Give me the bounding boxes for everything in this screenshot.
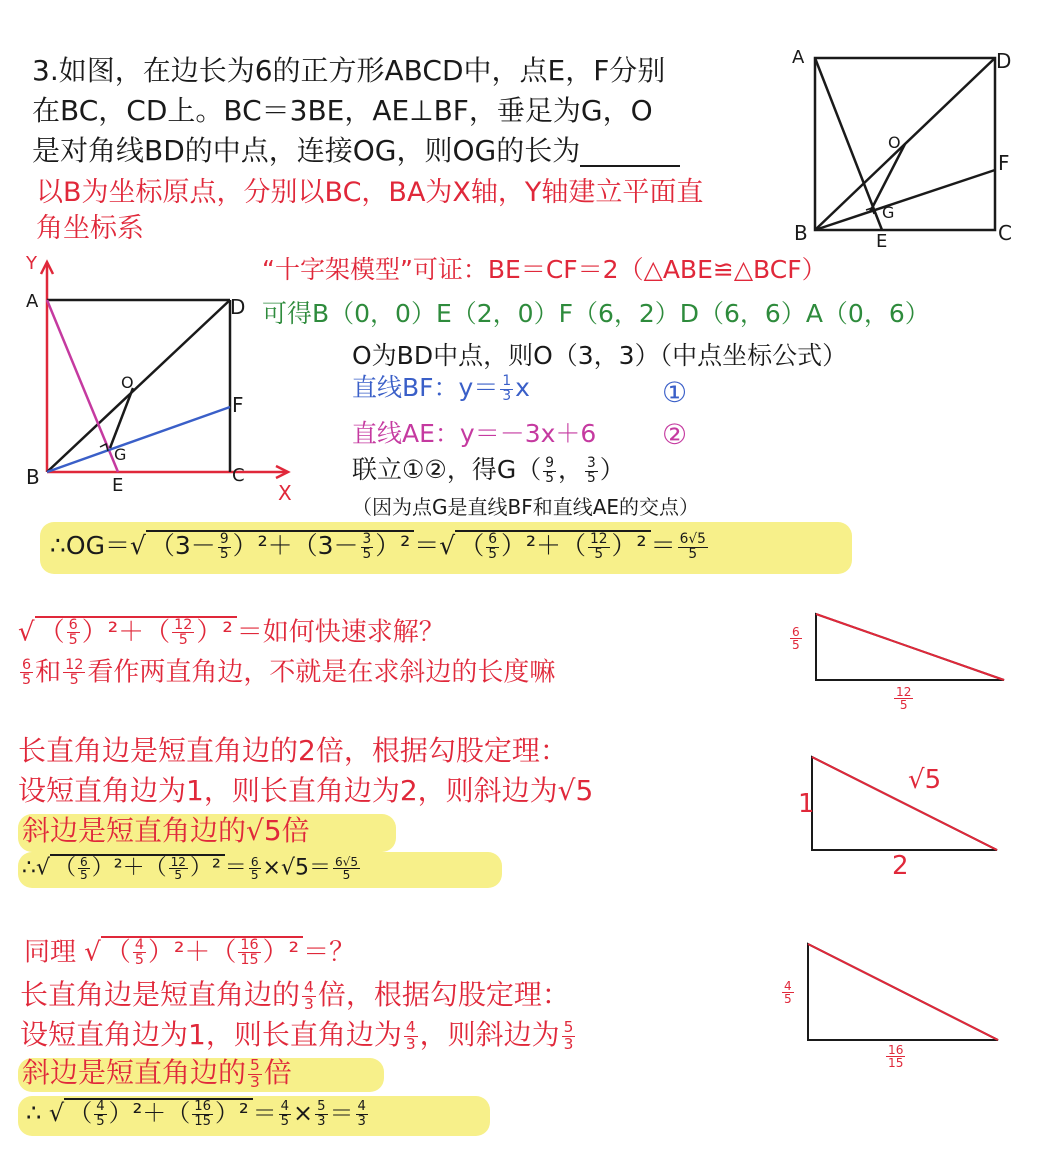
g-y-num: 3 — [586, 454, 596, 471]
tri3-leg-frac — [782, 980, 794, 1005]
og-result-den: 5 — [688, 545, 698, 562]
bf-x: x — [515, 373, 530, 402]
fig-top-label-c: C — [998, 221, 1012, 245]
sec4-q-f1-den: 5 — [134, 952, 144, 969]
sec4-l2-f-den: 3 — [304, 994, 314, 1013]
sec4-l3-f1-num: 4 — [405, 1018, 416, 1037]
sec2-p2: ）²＋（ — [81, 617, 171, 648]
og-f4-num: 12 — [590, 530, 608, 547]
tri3-base-frac — [886, 1044, 905, 1069]
sec4-q-p3: ）² — [262, 937, 300, 968]
sec4-e-f3-den: 5 — [280, 1113, 290, 1129]
sec2-l2-f2-num: 12 — [65, 657, 84, 673]
fig-top-label-f: F — [998, 151, 1010, 175]
sec3-e-eq: ＝ — [224, 855, 247, 881]
og-f2-num: 3 — [362, 530, 372, 547]
sec3-e-f2-num: 12 — [170, 855, 186, 869]
bf-eq-y: y＝ — [458, 373, 499, 402]
sec4-q-f1-num: 4 — [134, 937, 144, 953]
og-q2: ）²＋（ — [501, 531, 587, 560]
g-x-num: 9 — [545, 454, 554, 471]
ae-label: 直线AE： — [352, 419, 460, 448]
sec4-e-f5-den: 3 — [357, 1113, 366, 1129]
sec2-l2-f2-den: 5 — [69, 672, 79, 689]
tri1-leg-label — [788, 626, 804, 651]
sec3-e-f1-den: 5 — [80, 868, 88, 883]
tri3-base-den: 15 — [888, 1056, 904, 1071]
sec3-e-pre: ∴ — [22, 855, 36, 881]
sec4-e-f1-num: 4 — [96, 1099, 105, 1115]
fig-axis-label-o: O — [121, 373, 134, 392]
og-f3-num: 6 — [488, 530, 497, 547]
g-x-den: 5 — [545, 469, 554, 486]
fig-top-label-o: O — [888, 133, 901, 152]
fig-axis-label-d: D — [230, 295, 246, 319]
sec2-f2-num: 12 — [174, 617, 193, 633]
og-f2-den: 5 — [362, 545, 372, 562]
fig-axis-label-x: X — [278, 481, 292, 505]
tri1-base-num: 12 — [896, 685, 912, 699]
sec3-e-f1-num: 6 — [80, 855, 88, 869]
fig-axis-label-b: B — [26, 465, 40, 489]
sec2-f2-den: 5 — [178, 632, 188, 649]
fig-top-label-b: B — [794, 221, 808, 245]
og-q3: ）² — [611, 531, 647, 560]
tri1-leg-frac — [790, 626, 802, 651]
sec4-e-p3: ）² — [215, 1099, 249, 1127]
circle-1: ① — [662, 376, 688, 409]
og-q1: （ — [459, 531, 485, 560]
tri1-base-label — [892, 686, 915, 711]
sec2-l2-f1-den: 5 — [22, 672, 32, 689]
sec3-e-p2: ）²＋（ — [91, 855, 167, 881]
sec4-e-eq2: ＝ — [329, 1099, 354, 1127]
og-f1-num: 9 — [219, 530, 229, 547]
sec3-line-2: 设短直角边为1，则长直角边为2，则斜边为√5 — [18, 774, 594, 807]
fig-axis-label-y: Y — [26, 253, 37, 274]
sec4-l3-f2-den: 3 — [563, 1034, 574, 1053]
sec4-question: 同理 √ （ $\frac{4}{5}$ ）²＋（ $\frac{16}{15}$ ）² ＝？ — [24, 937, 356, 969]
fig-top-label-g: G — [882, 203, 895, 222]
fig-axis-label-a: A — [26, 291, 39, 312]
og-pre: ∴OG＝ — [50, 531, 130, 560]
problem-line-1: 3.如图，在边长为6的正方形ABCD中，点E，F分别 — [32, 54, 666, 87]
sec2-l2-f1-num: 6 — [22, 657, 32, 673]
sec2-question: √ （ $\frac{6}{5}$ ）²＋（ $\frac{12}{5}$ ）² ＝如何快速求解？ — [18, 617, 445, 649]
sec4-equation: ∴ √ （ $\frac{4}{5}$ ）²＋（ $\frac{16}{15}$ ）² ＝ $\frac{4}{5}$ × $\frac{5}{3}$ ＝ $\frac{4}{3}$ — [26, 1099, 366, 1129]
tri3-leg-den: 5 — [784, 992, 792, 1007]
tri3-base-num: 16 — [888, 1043, 904, 1057]
sec2-f1-num: 6 — [68, 617, 78, 633]
sec2-p3: ）² — [196, 617, 233, 648]
sec4-l3-pre: 设短直角边为1，则长直角边为 — [20, 1018, 402, 1051]
sec4-l3-f2-num: 5 — [563, 1018, 574, 1037]
bf-slope-den: 3 — [502, 387, 512, 404]
ae-eq: y＝－3x＋6 — [459, 419, 597, 448]
sec4-q-f2-num: 16 — [240, 937, 259, 953]
bf-slope-num: 1 — [502, 372, 512, 389]
sec3-e-f3-den: 5 — [250, 868, 259, 883]
og-p2: ）²＋（3－ — [232, 531, 359, 560]
fig-top-label-d: D — [996, 49, 1012, 73]
og-f3-den: 5 — [488, 545, 497, 562]
sec2-l2-tail: 看作两直角边，不就是在求斜边的长度嘛 — [87, 657, 556, 688]
sec2-p1: （ — [38, 617, 65, 648]
problem-line-2: 在BC，CD上。BC＝3BE，AE⊥BF，垂足为G，O — [32, 94, 653, 127]
sec2-f1-den: 5 — [68, 632, 78, 649]
sec4-l2-pre: 长直角边是短直角边的 — [20, 978, 301, 1011]
sec2-tail: ＝如何快速求解？ — [236, 617, 445, 648]
tri3-base-label — [884, 1044, 907, 1069]
sec4-e-f2-num: 16 — [194, 1099, 211, 1115]
sec4-l3-f1-den: 3 — [405, 1034, 416, 1053]
sec4-e-p1: （ — [68, 1099, 93, 1127]
sec4-l2-f-num: 4 — [304, 978, 314, 997]
og-f1-den: 5 — [219, 545, 229, 562]
model-line-text: “十字架模型”可证：BE＝CF＝2（△ABE≌△BCF） — [262, 255, 827, 284]
setup-line-1: 以B为坐标原点，分别以BC，BA为X轴，Y轴建立平面直 — [36, 177, 704, 208]
sec4-e-eq: ＝ — [252, 1099, 277, 1127]
sec4-e-f1-den: 5 — [96, 1113, 105, 1129]
og-eq: ＝ — [414, 531, 440, 560]
tri1-base-den: 5 — [899, 698, 908, 713]
sec4-e-pre: ∴ — [26, 1099, 42, 1127]
sec3-line-1: 长直角边是短直角边的2倍，根据勾股定理： — [18, 734, 568, 767]
problem-line-3-text: 是对角线BD的中点，连接OG，则OG的长为 — [32, 134, 581, 167]
sec3-e-f4-den: 5 — [342, 868, 351, 883]
sec3-e-times: ×√5＝ — [262, 855, 331, 881]
midpoint-line: O为BD中点，则O（3，3）（中点坐标公式） — [352, 341, 848, 370]
sec3-line-3: 斜边是短直角边的√5倍 — [22, 814, 310, 847]
sec3-e-p1: （ — [54, 855, 77, 881]
tri2-base-label: 2 — [892, 851, 909, 881]
sec3-e-p3: ）² — [189, 855, 221, 881]
sec4-e-f4-num: 5 — [317, 1099, 326, 1115]
fig-axis-label-f: F — [232, 393, 244, 417]
sec4-q-pre: 同理 — [24, 937, 77, 968]
sec4-q-f2-den: 15 — [240, 952, 259, 969]
sec4-q-p1: （ — [104, 937, 131, 968]
og-result-num: 6√5 — [679, 530, 706, 547]
tri3-leg-label — [780, 980, 796, 1005]
sec4-l4-post: 倍 — [263, 1056, 292, 1089]
fig-top-label-e: E — [876, 231, 888, 252]
tri3-leg-num: 4 — [784, 979, 792, 993]
sec4-l4-pre: 斜边是短直角边的 — [22, 1056, 247, 1089]
tri2-hyp-label: √5 — [908, 765, 942, 795]
sec4-e-f5-num: 4 — [357, 1099, 366, 1115]
fig-top-label-a: A — [792, 47, 805, 68]
tri2-leg-label: 1 — [798, 789, 815, 819]
sec4-e-f2-den: 15 — [194, 1113, 211, 1129]
solve-pre: 联立①②，得G（ — [352, 455, 542, 484]
sec4-l2-post: 倍，根据勾股定理： — [317, 978, 570, 1011]
sec4-e-times: × — [293, 1099, 314, 1127]
g-sep: ， — [557, 455, 583, 484]
og-f4-den: 5 — [594, 545, 604, 562]
coords-line: 可得B（0，0）E（2，0）F（6，2）D（6，6）A（0，6） — [262, 299, 930, 328]
reason-line: （因为点G是直线BF和直线AE的交点） — [352, 495, 700, 519]
og-p1: （3－ — [149, 531, 216, 560]
sec4-q-p2: ）²＋（ — [147, 937, 237, 968]
bf-label: 直线BF： — [352, 373, 459, 402]
sec3-e-f4-num: 6√5 — [334, 855, 359, 869]
sec4-l4-f-num: 5 — [250, 1056, 260, 1075]
circle-2: ② — [662, 418, 688, 451]
og-eq2: ＝ — [650, 531, 676, 560]
g-y-den: 5 — [586, 469, 596, 486]
sec4-q-tail: ＝？ — [303, 937, 356, 968]
fig-axis-label-c: C — [232, 465, 245, 486]
sec2-l2-mid: 和 — [35, 657, 62, 688]
setup-line-2: 角坐标系 — [36, 213, 144, 244]
sec3-equation: ∴√ （ $\frac{6}{5}$ ）²＋（ $\frac{12}{5}$ ）² ＝ $\frac{6}{5}$ ×√5＝ $\frac{6√5}{5}$ — [22, 855, 359, 883]
sec4-e-f3-num: 4 — [280, 1099, 290, 1115]
sec4-e-p2: ）²＋（ — [108, 1099, 191, 1127]
fig-axis-label-e: E — [112, 475, 124, 496]
solve-post: ） — [599, 455, 625, 484]
tri1-base-frac — [894, 686, 913, 711]
sec4-l3-mid: ，则斜边为 — [419, 1018, 560, 1051]
og-p3: ）² — [375, 531, 411, 560]
sec3-e-f3-num: 6 — [250, 855, 259, 869]
tri1-leg-den: 5 — [792, 638, 800, 653]
og-equation: ∴OG＝√ （3－ $\frac{9}{5}$ ）²＋（3－ $\frac{3}{5}$ ）² ＝√ （ $\frac{6}{5}$ ）²＋（ $\frac{12}{5}$ ）² ＝ $\frac{6√5}{5}$ — [50, 530, 706, 562]
sec4-e-f4-den: 3 — [317, 1113, 326, 1129]
sec3-e-f2-den: 5 — [174, 868, 183, 883]
tri1-leg-num: 6 — [792, 625, 800, 639]
sec4-l4-f-den: 3 — [250, 1072, 260, 1091]
fig-axis-label-g: G — [114, 445, 127, 464]
